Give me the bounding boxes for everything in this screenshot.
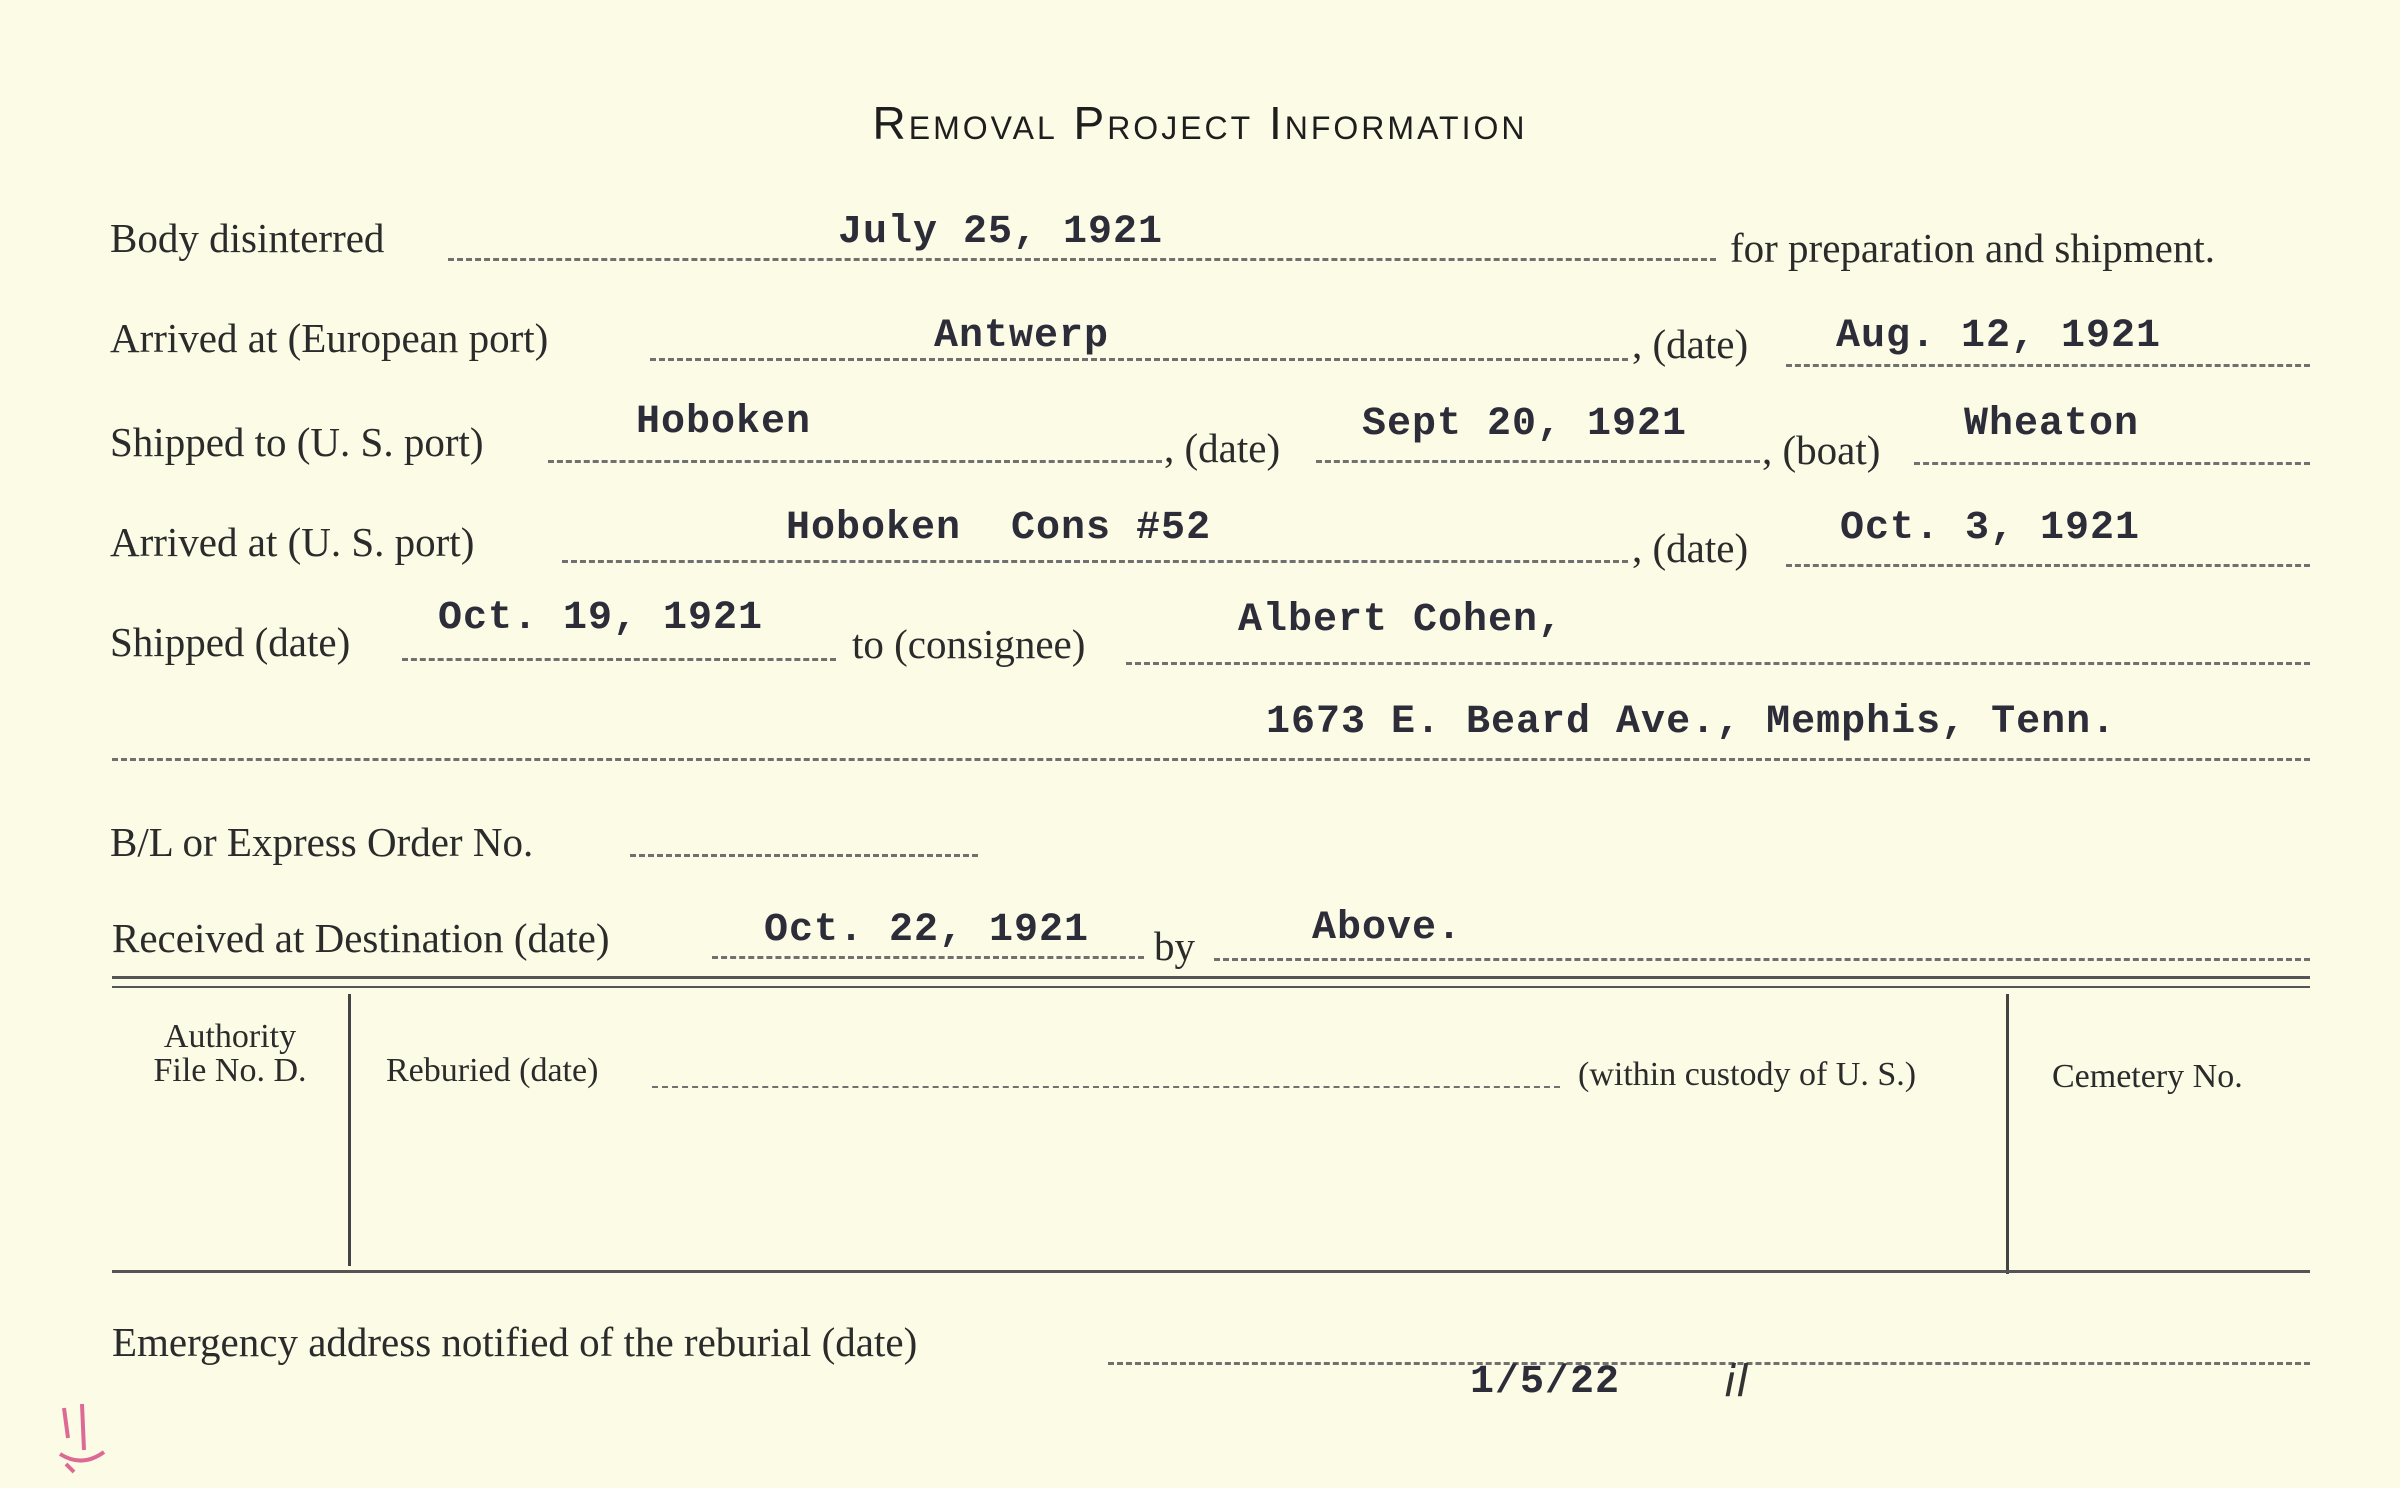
bl-label: B/L or Express Order No. bbox=[110, 819, 534, 865]
disinterred-suffix: for preparation and shipment. bbox=[1730, 225, 2216, 271]
emergency-label: Emergency address notified of the reburial (date) bbox=[112, 1319, 918, 1365]
consignee-label: to (consignee) bbox=[852, 621, 1086, 667]
shipped-us-boat-line bbox=[1914, 462, 2310, 465]
shipped-date: Oct. 19, 1921 bbox=[438, 596, 764, 641]
page-title: Removal Project Information bbox=[872, 97, 1528, 149]
arrived-european-line bbox=[650, 358, 1628, 361]
shipped-us-date-line bbox=[1316, 460, 1760, 463]
consignee-line bbox=[1126, 662, 2310, 665]
disinterred-label: Body disinterred bbox=[110, 215, 385, 261]
shipped-us-boat: Wheaton bbox=[1964, 402, 2140, 447]
disinterred-line bbox=[448, 258, 1716, 261]
box-divider-right bbox=[2006, 994, 2009, 1274]
received-date-line bbox=[712, 956, 1144, 959]
received-date: Oct. 22, 1921 bbox=[764, 908, 1090, 953]
arrived-european-label: Arrived at (European port) bbox=[110, 315, 549, 361]
double-rule-bottom bbox=[112, 986, 2310, 988]
authority-label: Authority bbox=[163, 1018, 297, 1055]
address-line bbox=[112, 758, 2310, 761]
consignee-name: Albert Cohen, bbox=[1238, 598, 1564, 643]
box-bottom-rule bbox=[112, 1270, 2310, 1273]
shipped-us-date: Sept 20, 1921 bbox=[1362, 402, 1688, 447]
arrived-us-port: Hoboken Cons #52 bbox=[786, 506, 1212, 551]
arrived-european-date: Aug. 12, 1921 bbox=[1836, 314, 2162, 359]
shipped-date-line bbox=[402, 658, 836, 661]
file-no-label: File No. D. bbox=[153, 1052, 307, 1089]
arrived-european-port: Antwerp bbox=[934, 314, 1110, 359]
arrived-us-line bbox=[562, 560, 1628, 563]
shipped-date-label: Shipped (date) bbox=[110, 619, 351, 665]
shipped-us-port: Hoboken bbox=[636, 400, 812, 445]
arrived-us-date-label: , (date) bbox=[1632, 525, 1749, 571]
received-by-line bbox=[1214, 958, 2310, 961]
shipped-us-line bbox=[548, 460, 1162, 463]
double-rule-top bbox=[112, 976, 2310, 979]
received-by-label: by bbox=[1154, 923, 1195, 969]
initials-mark: il bbox=[1724, 1356, 1749, 1407]
received-by: Above. bbox=[1312, 906, 1463, 951]
emergency-date: 1/5/22 bbox=[1470, 1360, 1621, 1405]
reburied-line bbox=[652, 1086, 1560, 1088]
arrived-us-label: Arrived at (U. S. port) bbox=[110, 519, 475, 565]
shipped-us-label: Shipped to (U. S. port) bbox=[110, 419, 484, 465]
arrived-european-date-line bbox=[1786, 364, 2310, 367]
consignee-address: 1673 E. Beard Ave., Memphis, Tenn. bbox=[1266, 700, 2117, 745]
emergency-line bbox=[1108, 1362, 2310, 1365]
disinterred-date: July 25, 1921 bbox=[838, 210, 1164, 255]
arrived-us-date-line bbox=[1786, 564, 2310, 567]
arrived-us-date: Oct. 3, 1921 bbox=[1840, 506, 2141, 551]
shipped-us-boat-label: , (boat) bbox=[1762, 427, 1881, 473]
arrived-european-date-label: , (date) bbox=[1632, 321, 1749, 367]
shipped-us-date-label: , (date) bbox=[1164, 425, 1281, 471]
received-label: Received at Destination (date) bbox=[112, 915, 610, 961]
box-divider-left bbox=[348, 994, 351, 1266]
custody-label: (within custody of U. S.) bbox=[1578, 1056, 1917, 1093]
cemetery-label: Cemetery No. bbox=[2052, 1058, 2243, 1095]
reburied-label: Reburied (date) bbox=[386, 1052, 599, 1089]
bl-line bbox=[630, 854, 978, 857]
stamp-mark-icon bbox=[52, 1398, 122, 1478]
